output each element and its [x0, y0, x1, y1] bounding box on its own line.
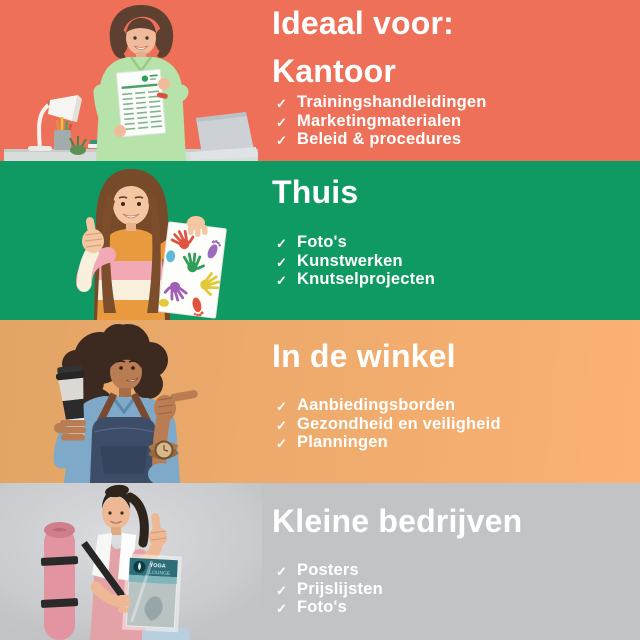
list-item-label: Posters: [297, 561, 359, 579]
section-title-kantoor: Kantoor: [272, 53, 397, 89]
list-item-label: Aanbiedingsborden: [297, 396, 456, 414]
section-winkel: [0, 320, 640, 483]
list-item: [276, 112, 487, 131]
list-item: [276, 580, 522, 599]
thuis-content: [272, 175, 435, 289]
list-item-label: Kunstwerken: [297, 251, 403, 270]
photo-barista: [0, 320, 262, 483]
photo-thuis: [0, 161, 262, 320]
list-item: [276, 433, 501, 452]
list-item-label: Beleid & procedures: [297, 130, 462, 149]
kantoor-content: [272, 6, 487, 149]
photo-kantoor: [0, 0, 262, 161]
gripping-hand: [187, 216, 208, 237]
yoga-mat: [41, 522, 78, 640]
pencil-cup-icon: [54, 117, 71, 150]
list-item: [276, 415, 501, 434]
photo-girl-artwork: [0, 161, 262, 320]
winkel-checklist: [272, 396, 501, 452]
list-item-label: Marketingmaterialen: [297, 111, 462, 130]
check-icon: ✓: [276, 235, 288, 251]
handprint-artwork: [158, 222, 230, 320]
list-item-label: Knutselprojecten: [297, 270, 435, 289]
check-icon: ✓: [276, 133, 288, 149]
check-icon: ✓: [276, 398, 288, 414]
list-item-label: Planningen: [297, 433, 388, 452]
check-icon: ✓: [276, 254, 288, 270]
section-title-thuis: Thuis: [272, 174, 359, 210]
photo-yoga-woman: [0, 483, 262, 640]
photo-office-woman: [0, 0, 262, 161]
list-item: [276, 396, 501, 415]
photo-bedrijven: [0, 483, 262, 640]
list-item: [276, 93, 487, 112]
laptop-icon: [190, 112, 258, 160]
check-icon: ✓: [276, 114, 288, 130]
wooden-watch-icon: [150, 442, 177, 459]
poster-title: YOGA: [149, 562, 166, 570]
intro-title: Ideaal voor:: [272, 5, 455, 41]
kantoor-checklist: [272, 93, 487, 149]
list-item: [276, 252, 435, 271]
bedrijven-checklist: [272, 561, 522, 617]
poster-subtitle: LOUNGE: [148, 569, 171, 577]
right-hand: [158, 78, 170, 90]
check-icon: ✓: [276, 601, 288, 617]
list-item: [276, 270, 435, 289]
check-icon: ✓: [276, 417, 288, 433]
check-icon: ✓: [276, 273, 288, 289]
check-icon: ✓: [276, 436, 288, 452]
section-kantoor: [0, 0, 640, 161]
list-item-label: Gezondheid en veiligheid: [297, 414, 501, 433]
list-item: [276, 561, 522, 580]
section-title-winkel: In de winkel: [272, 338, 456, 374]
list-item-label: Foto's: [297, 233, 348, 251]
plant-icon: [70, 136, 86, 155]
laminated-poster: [122, 554, 182, 633]
section-thuis: [0, 161, 640, 320]
list-item: [276, 598, 522, 617]
photo-winkel: [0, 320, 262, 483]
bedrijven-content: [272, 504, 522, 617]
section-bedrijven: [0, 483, 640, 640]
list-item: [276, 130, 487, 149]
check-icon: ✓: [276, 563, 288, 579]
pointing-hand: [154, 390, 198, 421]
list-item-label: Trainingshandleidingen: [297, 93, 487, 111]
winkel-content: [272, 339, 501, 452]
thuis-checklist: [272, 233, 435, 289]
list-item-label: Foto's: [297, 598, 348, 617]
left-hand: [114, 125, 126, 137]
denim-apron: [90, 417, 158, 483]
section-title-bedrijven: Kleine bedrijven: [272, 503, 523, 539]
list-item-label: Prijslijsten: [297, 579, 383, 598]
check-icon: ✓: [276, 582, 288, 598]
check-icon: ✓: [276, 95, 288, 111]
list-item: [276, 233, 435, 252]
